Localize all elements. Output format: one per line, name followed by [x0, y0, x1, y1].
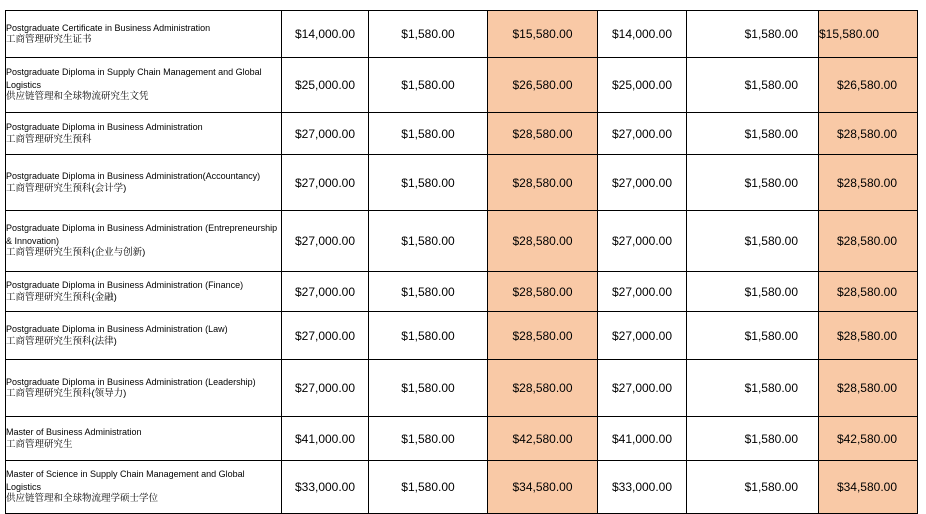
program-cell [6, 155, 282, 211]
tuition-fee-cell: $14,000.00 [598, 11, 687, 58]
tuition-fee-cell: $27,000.00 [282, 211, 369, 272]
total-fee-cell: $15,580.00 [819, 11, 918, 58]
program-cell [6, 113, 282, 155]
program-name-zh: 工商管理研究生预科(会计学) [6, 182, 127, 194]
other-fee-cell: $1,580.00 [687, 360, 819, 417]
fee-table [5, 10, 918, 514]
other-fee-cell: $1,580.00 [687, 211, 819, 272]
other-fee-cell: $1,580.00 [369, 155, 488, 211]
program-name-zh: 工商管理研究生预科(法律) [6, 335, 117, 347]
other-fee-cell: $1,580.00 [369, 360, 488, 417]
program-name-zh: 工商管理研究生预科(领导力) [6, 388, 127, 399]
other-fee-cell: $1,580.00 [687, 272, 819, 312]
fee-table-body [6, 11, 918, 514]
program-name-zh: 供应链管理和全球物流研究生文凭 [6, 91, 149, 103]
program-name-zh: 工商管理研究生预科 [6, 133, 92, 145]
tuition-fee-cell: $27,000.00 [598, 113, 687, 155]
total-fee-cell: $28,580.00 [488, 272, 598, 312]
tuition-fee-cell: $27,000.00 [598, 312, 687, 360]
total-fee-cell: $26,580.00 [488, 58, 598, 113]
other-fee-cell: $1,580.00 [687, 58, 819, 113]
tuition-fee-cell: $27,000.00 [282, 155, 369, 211]
program-cell [6, 272, 282, 312]
other-fee-cell: $1,580.00 [369, 58, 488, 113]
total-fee-cell: $28,580.00 [819, 312, 918, 360]
program-name-en: Postgraduate Diploma in Business Administration (Finance) [6, 280, 244, 290]
program-name-en: Master of Science in Supply Chain Management and Global Logistics [6, 469, 245, 492]
program-name-en: Postgraduate Diploma in Business Administration(Accountancy) [6, 171, 261, 181]
total-fee-cell: $28,580.00 [819, 360, 918, 417]
tuition-fee-cell: $27,000.00 [282, 312, 369, 360]
other-fee-cell: $1,580.00 [369, 11, 488, 58]
program-cell [6, 11, 282, 58]
program-name-zh: 工商管理研究生 [6, 438, 73, 450]
tuition-fee-cell: $27,000.00 [282, 272, 369, 312]
program-name-en: Postgraduate Diploma in Business Administration (Entrepreneurship & Innovation) [6, 223, 278, 246]
other-fee-cell: $1,580.00 [369, 461, 488, 514]
program-name-en: Postgraduate Certificate in Business Administration [6, 22, 211, 33]
program-name-zh: 工商管理研究生证书 [6, 34, 92, 45]
table-row [6, 360, 918, 417]
other-fee-cell: $1,580.00 [369, 417, 488, 461]
total-fee-cell: $28,580.00 [819, 155, 918, 211]
table-row [6, 312, 918, 360]
tuition-fee-cell: $25,000.00 [282, 58, 369, 113]
other-fee-cell: $1,580.00 [369, 272, 488, 312]
total-fee-cell: $28,580.00 [819, 272, 918, 312]
other-fee-cell: $1,580.00 [687, 155, 819, 211]
table-row [6, 11, 918, 58]
total-fee-cell: $26,580.00 [819, 58, 918, 113]
other-fee-cell: $1,580.00 [687, 461, 819, 514]
total-fee-cell: $42,580.00 [819, 417, 918, 461]
other-fee-cell: $1,580.00 [369, 211, 488, 272]
tuition-fee-cell: $14,000.00 [282, 11, 369, 58]
total-fee-cell: $28,580.00 [488, 155, 598, 211]
table-row [6, 113, 918, 155]
total-fee-cell: $42,580.00 [488, 417, 598, 461]
tuition-fee-cell: $27,000.00 [598, 155, 687, 211]
tuition-fee-cell: $27,000.00 [598, 360, 687, 417]
program-name-zh: 工商管理研究生预科(企业与创新) [6, 247, 146, 259]
program-name-zh: 工商管理研究生预科(金融) [6, 291, 117, 303]
tuition-fee-cell: $33,000.00 [598, 461, 687, 514]
tuition-fee-cell: $27,000.00 [282, 360, 369, 417]
program-name-en: Postgraduate Diploma in Supply Chain Management and Global Logistics [6, 67, 262, 90]
other-fee-cell: $1,580.00 [369, 113, 488, 155]
table-row [6, 211, 918, 272]
tuition-fee-cell: $27,000.00 [598, 272, 687, 312]
other-fee-cell: $1,580.00 [369, 312, 488, 360]
total-fee-cell: $28,580.00 [488, 312, 598, 360]
table-row [6, 461, 918, 514]
other-fee-cell: $1,580.00 [687, 113, 819, 155]
other-fee-cell: $1,580.00 [687, 312, 819, 360]
total-fee-cell: $28,580.00 [488, 113, 598, 155]
total-fee-cell: $15,580.00 [488, 11, 598, 58]
table-row [6, 417, 918, 461]
program-cell [6, 417, 282, 461]
program-cell [6, 461, 282, 514]
program-cell [6, 360, 282, 417]
total-fee-cell: $28,580.00 [819, 211, 918, 272]
tuition-fee-cell: $41,000.00 [598, 417, 687, 461]
total-fee-cell: $28,580.00 [488, 211, 598, 272]
tuition-fee-cell: $41,000.00 [282, 417, 369, 461]
program-name-en: Postgraduate Diploma in Business Administration (Law) [6, 324, 228, 334]
other-fee-cell: $1,580.00 [687, 11, 819, 58]
program-name-en: Master of Business Administration [6, 427, 142, 437]
program-cell [6, 58, 282, 113]
other-fee-cell: $1,580.00 [687, 417, 819, 461]
tuition-fee-cell: $33,000.00 [282, 461, 369, 514]
table-row [6, 272, 918, 312]
program-name-en: Postgraduate Diploma in Business Administration [6, 122, 203, 132]
program-cell [6, 211, 282, 272]
total-fee-cell: $34,580.00 [488, 461, 598, 514]
tuition-fee-cell: $27,000.00 [598, 211, 687, 272]
table-row [6, 58, 918, 113]
tuition-fee-cell: $27,000.00 [282, 113, 369, 155]
program-cell [6, 312, 282, 360]
total-fee-cell: $34,580.00 [819, 461, 918, 514]
total-fee-cell: $28,580.00 [819, 113, 918, 155]
tuition-fee-cell: $25,000.00 [598, 58, 687, 113]
program-name-zh: 供应链管理和全球物流理学硕士学位 [6, 493, 159, 505]
program-name-en: Postgraduate Diploma in Business Administration (Leadership) [6, 376, 256, 387]
table-row [6, 155, 918, 211]
total-fee-cell: $28,580.00 [488, 360, 598, 417]
